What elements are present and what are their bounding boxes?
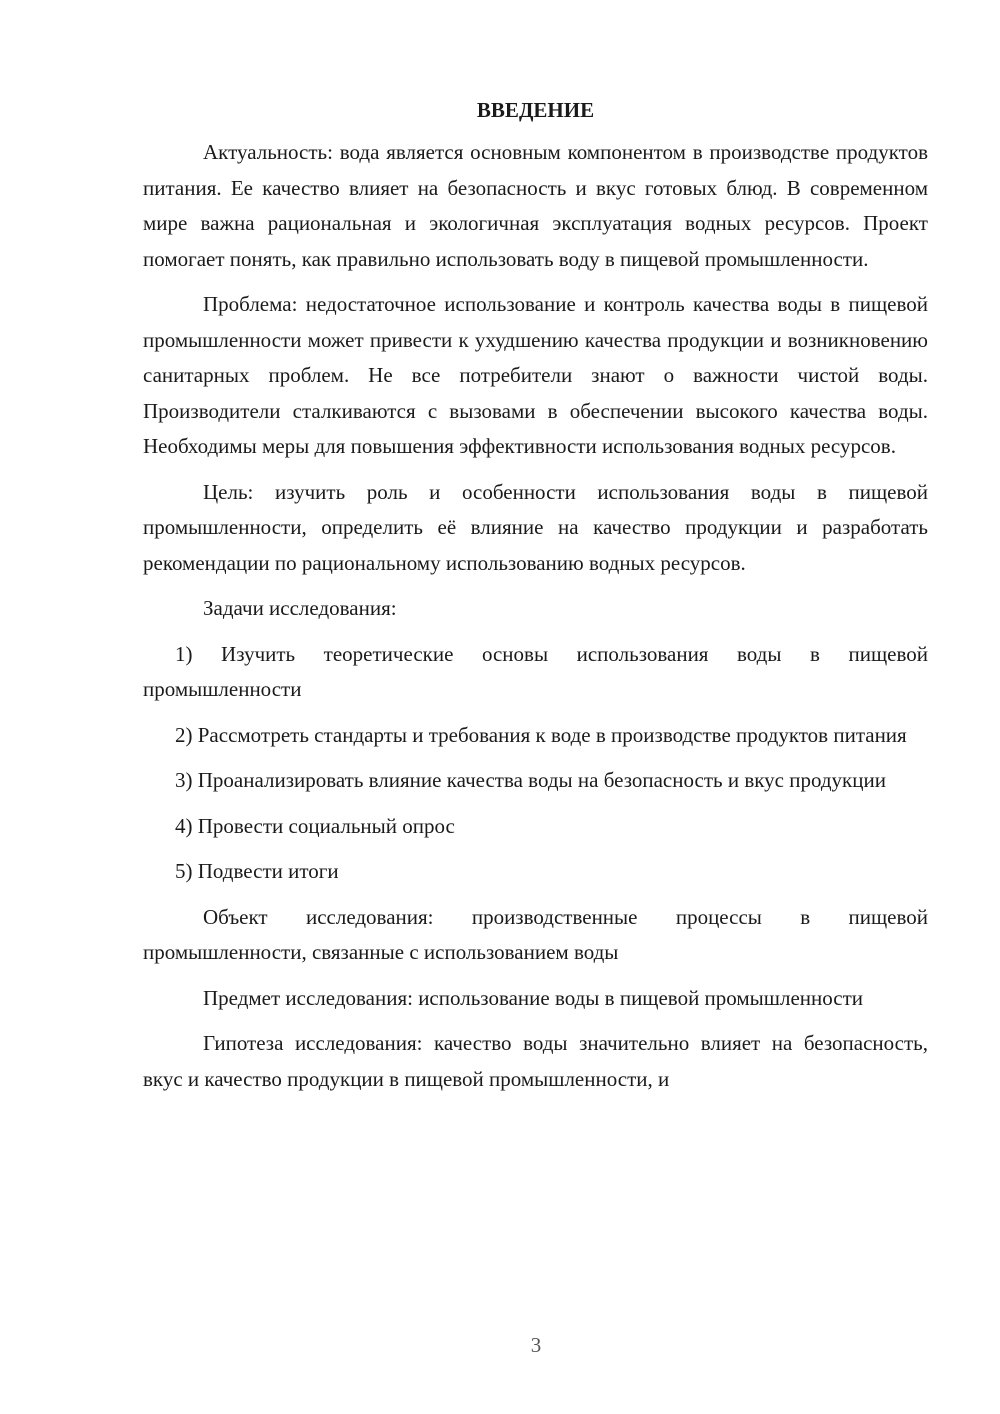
task-item-2: 2) Рассмотреть стандарты и требования к воде в производстве продуктов питания bbox=[175, 722, 907, 747]
paragraph-relevance: Актуальность: вода является основным компонентом в производстве продуктов питания. Ее качество влияет на безопасность и вкус готовых блюд. В современном мире важна рациональная и экологичная эксплуатация водных ресурсов. Проект помогает понять, как правильно использовать воду в пищевой промышленности. bbox=[143, 140, 928, 271]
paragraph-object: Объект исследования: производственные процессы в пищевой промышленности, связанные с использованием воды bbox=[143, 904, 928, 964]
paragraph-subject: Предмет исследования: использование воды в пищевой промышленности bbox=[203, 985, 864, 1010]
tasks-heading: Задачи исследования: bbox=[203, 596, 397, 620]
page-number: 3 bbox=[530, 1333, 542, 1357]
paragraph-problem: Проблема: недостаточное использование и контроль качества воды в пищевой промышленности может привести к ухудшению качества продукции и возникновению санитарных проблем. Не все потребители знают о важности чистой воды. Производители сталкиваются с вызовами в обеспечении высокого качества воды. Необходимы меры для повышения эффективности использования водных ресурсов. bbox=[143, 292, 928, 458]
paragraph-goal: Цель: изучить роль и особенности использования воды в пищевой промышленности, определить её влияние на качество продукции и разработать рекомендации по рациональному использованию водных ресурсов. bbox=[143, 479, 928, 575]
task-item-3: 3) Проанализировать влияние качества воды на безопасность и вкус продукции bbox=[175, 768, 886, 792]
paragraph-hypothesis: Гипотеза исследования: качество воды значительно влияет на безопасность, вкус и качество продукции в пищевой промышленности, и bbox=[143, 1031, 928, 1091]
document-page bbox=[143, 95, 928, 1107]
task-item-5: 5) Подвести итоги bbox=[175, 859, 339, 883]
task-item-1: 1) Изучить теоретические основы использования воды в пищевой промышленности bbox=[143, 641, 928, 701]
section-title: ВВЕДЕНИЕ bbox=[476, 98, 595, 122]
task-item-4: 4) Провести социальный опрос bbox=[175, 813, 455, 838]
